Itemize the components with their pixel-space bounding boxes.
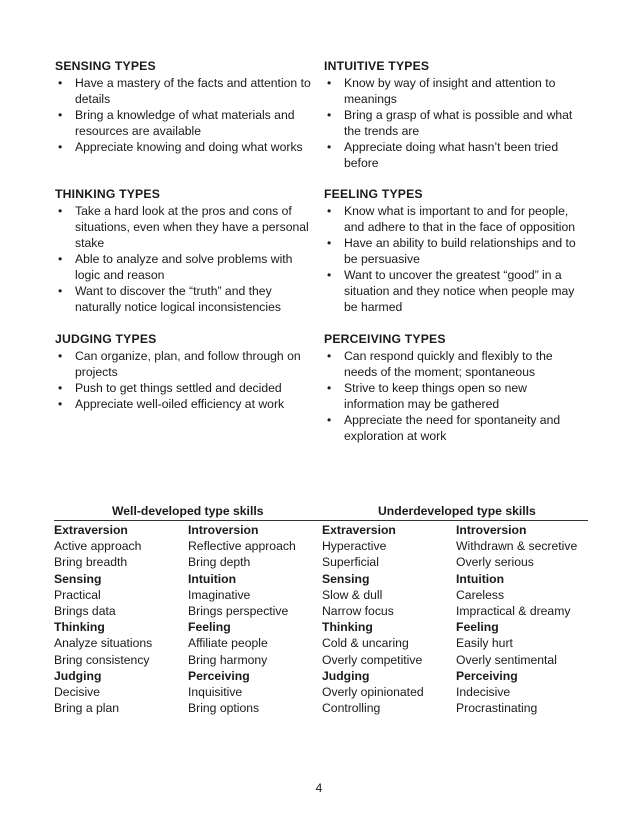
table-cell: Slow & dull [322,587,383,602]
list-item: • Know what is important to and for people, and adhere to that in the face of opposition [324,203,582,235]
section-intuitive-types [324,58,582,171]
table-cell: Analyze situations [54,636,153,651]
table-cell: Imaginative [188,587,251,602]
section-title: THINKING TYPES [55,187,161,201]
table-category-row [54,668,588,684]
table-cell: Cold & uncaring [322,636,409,651]
table-header [54,503,588,519]
table-row [54,587,588,603]
table-cell: Decisive [54,685,101,700]
table-category-row [54,571,588,587]
table-cell: Sensing [322,571,370,586]
list-item: • Have an ability to build relationships and to be persuasive [324,235,582,267]
table-row [54,603,588,619]
table-cell: Impractical & dreamy [456,604,571,619]
table-row [54,554,588,570]
table-cell: Intuition [456,571,505,586]
table-category-row [54,619,588,635]
bullet-list [324,75,582,171]
section-title: JUDGING TYPES [55,332,157,346]
list-item: • Appreciate well-oiled efficiency at work [55,396,313,412]
table-cell: Bring harmony [188,652,268,667]
table-cell: Brings data [54,604,116,619]
list-item: • Appreciate knowing and doing what works [55,139,313,155]
list-item: • Bring a grasp of what is possible and what the trends are [324,107,582,139]
bullet-list [55,75,313,155]
table-cell: Withdrawn & secretive [456,539,578,554]
table-cell: Narrow focus [322,604,394,619]
table-cell: Bring a plan [54,701,120,716]
table-category-row [54,522,588,538]
list-item: • Strive to keep things open so new information may be gathered [324,380,582,412]
bullet-list [55,348,313,412]
table-cell: Controlling [322,701,381,716]
list-item: • Take a hard look at the pros and cons of situations, even when they have a personal stake [55,203,313,251]
table-cell: Thinking [322,620,373,635]
bullet-list [324,203,582,315]
well-developed-header: Well-developed type skills [112,504,264,518]
type-skills-table [54,503,588,716]
table-cell: Indecisive [456,685,511,700]
list-item: • Push to get things settled and decided [55,380,313,396]
table-cell: Judging [322,668,370,683]
bullet-list [324,348,582,444]
table-cell: Practical [54,587,101,602]
table-cell: Sensing [54,571,102,586]
table-row [54,684,588,700]
list-item: • Can organize, plan, and follow through on projects [55,348,313,380]
list-item: • Want to discover the “truth” and they naturally notice logical inconsistencies [55,283,313,315]
list-item: • Can respond quickly and flexibly to the needs of the moment; spontaneous [324,348,582,380]
table-cell: Feeling [456,620,499,635]
table-cell: Brings perspective [188,604,289,619]
bullet-list [55,203,313,315]
table-cell: Overly sentimental [456,652,557,667]
table-cell: Bring consistency [54,652,150,667]
table-cell: Hyperactive [322,539,387,554]
section-title: FEELING TYPES [324,187,423,201]
table-cell: Overly competitive [322,652,423,667]
table-cell: Active approach [54,539,142,554]
list-item: • Appreciate the need for spontaneity and exploration at work [324,412,582,444]
table-cell: Intuition [188,571,237,586]
table-row [54,700,588,716]
list-item: • Bring a knowledge of what materials and resources are available [55,107,313,139]
table-cell: Overly opinionated [322,685,424,700]
table-cell: Overly serious [456,555,534,570]
list-item: • Have a mastery of the facts and attention to details [55,75,313,107]
table-cell: Easily hurt [456,636,513,651]
table-row [54,538,588,554]
table-cell: Reflective approach [188,539,296,554]
section-title: SENSING TYPES [55,59,156,73]
table-cell: Perceiving [188,668,250,683]
skills-grid [54,522,588,716]
table-cell: Inquisitive [188,685,243,700]
table-cell: Bring breadth [54,555,128,570]
list-item: • Want to uncover the greatest “good” in a situation and they notice when people may be harmed [324,267,582,315]
table-cell: Feeling [188,620,231,635]
header-rule [54,520,588,521]
table-cell: Bring options [188,701,260,716]
table-cell: Judging [54,668,102,683]
table-cell: Introversion [188,523,259,537]
section-thinking-types [55,186,313,315]
section-sensing-types [55,58,313,155]
table-cell: Thinking [54,620,105,635]
table-cell: Careless [456,587,505,602]
table-cell: Introversion [456,523,527,537]
table-cell: Affiliate people [188,636,268,651]
table-cell: Procrastinating [456,701,538,716]
table-cell: Perceiving [456,668,518,683]
section-title: INTUITIVE TYPES [324,59,430,73]
list-item: • Know by way of insight and attention to meanings [324,75,582,107]
table-row [54,652,588,668]
table-row [54,635,588,651]
list-item: • Appreciate doing what hasn’t been tried before [324,139,582,171]
section-title: PERCEIVING TYPES [324,332,446,346]
underdeveloped-header: Underdeveloped type skills [378,504,536,518]
table-cell: Superficial [322,555,379,570]
table-cell: Extraversion [54,523,128,537]
section-feeling-types [324,186,582,315]
page-number: 4 [315,781,323,795]
table-cell: Extraversion [322,523,396,537]
list-item: • Able to analyze and solve problems with logic and reason [55,251,313,283]
table-cell: Bring depth [188,555,251,570]
section-judging-types [55,331,313,412]
section-perceiving-types [324,331,582,444]
